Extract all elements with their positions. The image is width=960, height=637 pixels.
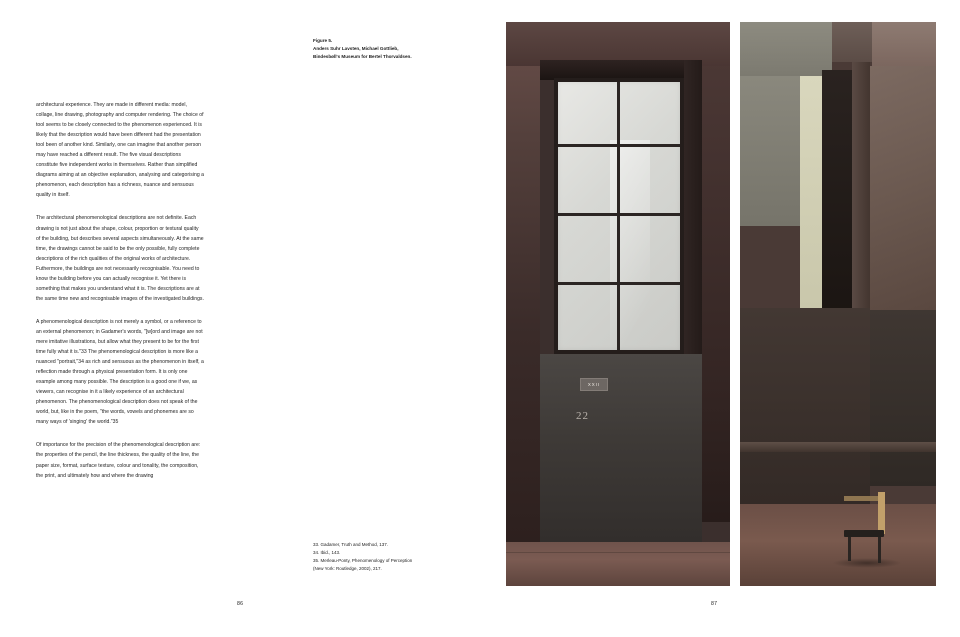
photograph-museum-interior-chair — [740, 22, 936, 586]
photo1-floor-edge-line — [506, 552, 730, 553]
footnote-35: 35. Merleau-Ponty, Phenomenology of Perception — [313, 558, 413, 564]
page-number-left: 86 — [237, 601, 244, 607]
footnote-35-continued: (New York: Routledge, 2002), 217. — [313, 566, 382, 572]
paragraph-4: Of importance for the precision of the phenomenological description are: the properties of the pencil, the line thickness, the quality of the line, the paper size, format, surface texture, colour and tonality, the composition, the print, and ultimately how and where the drawing — [36, 442, 201, 479]
figure-caption-line-1: Figure 5. — [313, 38, 333, 43]
photo2-chair-leg-rear — [878, 537, 881, 563]
photo2-bench-edge — [740, 442, 936, 452]
photo2-chair-shadow — [832, 558, 902, 568]
photo2-cream-wall-strip — [800, 76, 822, 308]
figure-caption-line-2: Anders Suhr Lavsten, Michael Gottlieb, — [313, 46, 399, 52]
paragraph-2: The architectural phenomenological descriptions are not definite. Each drawing is not just about the shape, colour, proportion or textural quality of the building, but describes several aspects simultaneously. At the same time, the drawings cannot be said to be the only possible, fully complete descriptions of the rich qualities of the original works of architecture. Futhermore, the buildings are not necessarily recognisable. You need to know the building before you can actually recognise it. Yet there is something that makes you understand what it is. The descriptions are at the same time new and recognisable images of the investigated buildings. — [36, 215, 204, 302]
photo1-window-frame — [554, 78, 684, 354]
page-number-right: 87 — [711, 601, 718, 607]
photo2-dark-wall-band — [740, 308, 870, 504]
photo2-dado-panel — [870, 310, 936, 486]
photo2-top-right-panel — [872, 22, 936, 70]
left-page-body-text — [36, 100, 204, 481]
photo1-room-plaque: XXII — [580, 378, 608, 391]
photo2-floor — [740, 504, 936, 586]
photo1-soffit — [540, 60, 700, 80]
photograph-museum-window — [506, 22, 730, 586]
figure-caption — [313, 37, 473, 62]
photo2-door-reveal — [852, 62, 870, 330]
footnote-33: 33. Gadamer, Truth and Method, 137. — [313, 542, 389, 547]
paragraph-1: architectural experience. They are made in different media: model, collage, line drawing, photography and computer rendering. The choice of tool seems to be closely connected to the phenomenon experienced. It is likely that the description would have been different had the presentation tool been of another kind. Similarly, one can imagine that another person may have reached a different result. The five visual descriptions constitute five independent works in themselves. Rather than simplified diagrams aiming at an objective explanation, analysing and categorising a phenomenon, each description has a richness, nuance and sensuous quality in itself. — [36, 102, 204, 199]
photo2-chair-leg-front — [848, 537, 851, 561]
photo1-floor — [506, 542, 730, 586]
photo2-chair-backrest — [878, 492, 885, 534]
photo1-right-wall — [702, 22, 730, 522]
photo2-chair-back-rail — [844, 496, 882, 501]
photo1-pier — [684, 60, 702, 360]
footnotes — [313, 541, 463, 573]
paragraph-3: A phenomenological description is not merely a symbol, or a reference to an external phenomenon; in Gadamer's words, "[w]ord and image are not mere imitative illustrations, but allow what they present to be for the first time fully what it is."33 The phenomenological description is more like a nuanced "portrait,"34 as rich and sensuous as the phenomenon in itself, a reflection made through a physical presentation form. It is only one example among many possible. The description is a good one if we, as viewers, can recognise in it a likely experience of an architectural phenomenon. The phenomenological description does not speak of the world, but, like in the poem, "the words, vowels and phonemes are so many ways of 'singing' the world."35 — [36, 318, 204, 426]
photo2-top-middle-panel — [832, 22, 872, 62]
photo1-room-number: 22 — [576, 410, 589, 422]
photo2-chair-seat — [844, 530, 884, 537]
photo2-doorway-void — [822, 70, 852, 316]
photo1-window — [554, 78, 684, 354]
footnote-34: 34. Ibid., 143. — [313, 550, 341, 556]
photo2-right-wall — [870, 66, 936, 310]
photo1-left-wall — [506, 22, 540, 542]
figure-caption-line-3: Bindesbøll's Museum for Bertel Thorvaldsen. — [313, 54, 412, 60]
photo2-top-left-panel — [740, 22, 832, 76]
photo1-lower-wall — [540, 354, 702, 542]
photo2-grey-wall-slab — [740, 76, 800, 226]
